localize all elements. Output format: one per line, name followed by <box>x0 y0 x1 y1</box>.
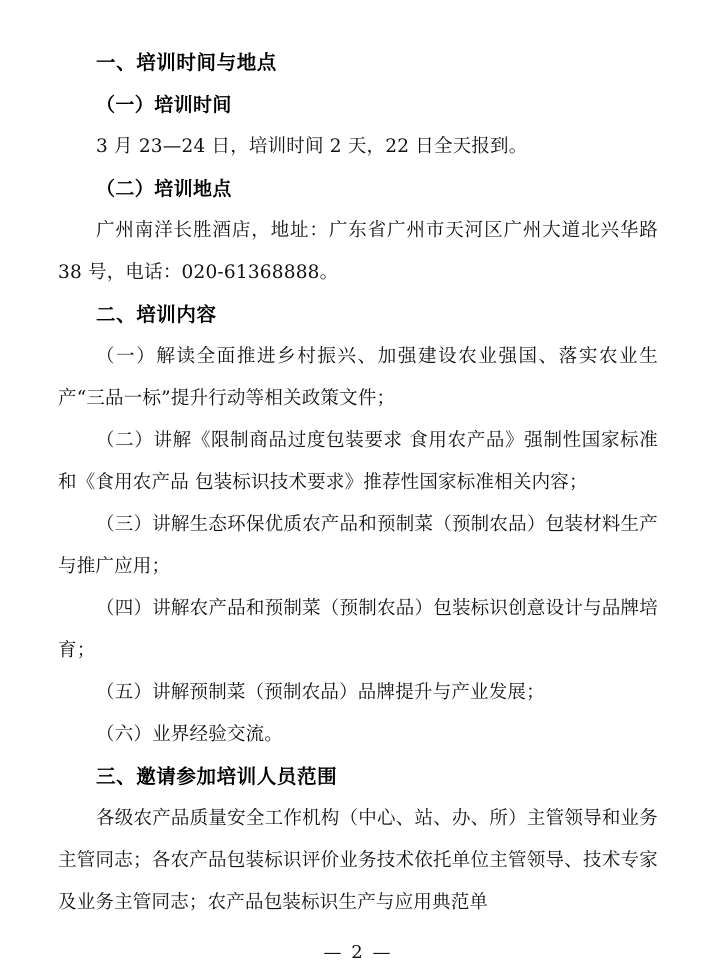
paragraph-content-4: （四）讲解农产品和预制菜（预制农品）包装标识创意设计与品牌培育； <box>58 598 658 661</box>
paragraph-content-1: （一）解读全面推进乡村振兴、加强建设农业强国、落实农业生产“三品一标”提升行动等相关政策文件； <box>58 346 658 409</box>
paragraph-training-place: 广州南洋长胜酒店，地址：广东省广州市天河区广州大道北兴华路 38 号，电话：020-61368888。 <box>58 220 658 283</box>
section-heading-2: 二、培训内容 <box>96 303 217 326</box>
subsection-heading-1-2: （二）培训地点 <box>96 178 232 200</box>
paragraph-participants: 各级农产品质量安全工作机构（中心、站、办、所）主管领导和业务主管同志；各农产品包装标识评价业务技术依托单位主管领导、技术专家及业务主管同志；农产品包装标识生产与应用典范单 <box>58 808 658 913</box>
section-heading-1: 一、培训时间与地点 <box>96 51 277 74</box>
subsection-heading-1-1: （一）培训时间 <box>96 94 232 116</box>
page-number: — 2 — <box>323 942 393 963</box>
page-footer <box>0 942 716 963</box>
paragraph-content-5: （五）讲解预制菜（预制农品）品牌提升与产业发展； <box>96 682 545 703</box>
paragraph-content-6: （六）业界经验交流。 <box>96 724 284 745</box>
paragraph-training-time: 3 月 23—24 日，培训时间 2 天，22 日全天报到。 <box>96 136 528 157</box>
paragraph-content-3: （三）讲解生态环保优质农产品和预制菜（预制农品）包装材料生产与推广应用； <box>58 514 658 577</box>
document-body <box>58 42 658 924</box>
section-heading-3: 三、邀请参加培训人员范围 <box>96 765 338 788</box>
paragraph-content-2: （二）讲解《限制商品过度包装要求 食用农产品》强制性国家标准和《食用农产品 包装标识技术要求》推荐性国家标准相关内容； <box>58 430 658 493</box>
